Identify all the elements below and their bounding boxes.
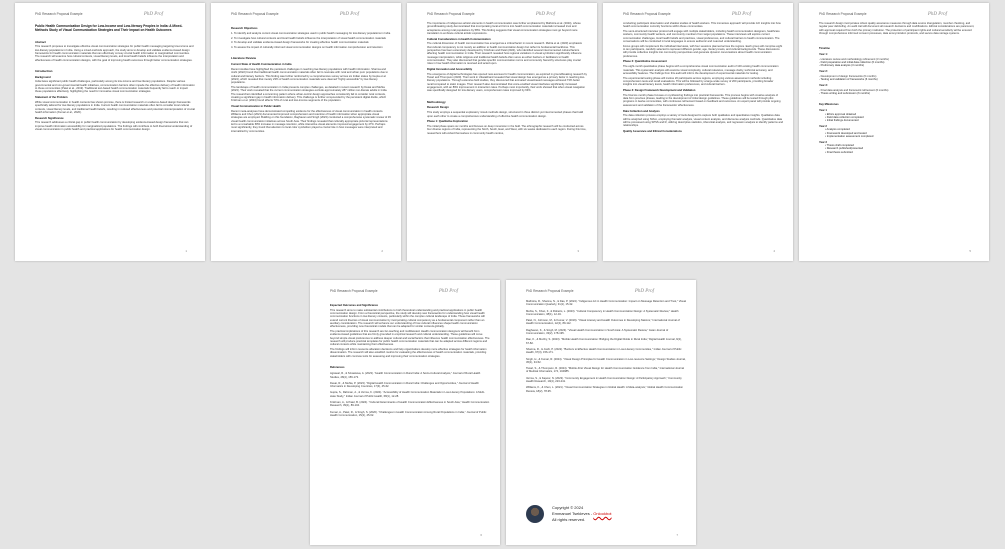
page-header-label: PhD Research Proposal Example [231,12,279,17]
background-text: India faces significant public health challenges, particularly among its low-income and low-literacy populations. Despite various governmental and non-governmental health initiatives, communication barriers often impede the effective delivery of health information to these communities (Patel et al., 2019). Traditional text-based health communication materials frequently fail to reach or impact these populations effectively, highlighting the need for innovative visual communication strategies. [35,80,195,94]
expected-outcomes-text: This research aims to make substantial contributions to both theoretical understanding and practical applications in public health communication design. From a theoretical perspective, the study will develop new frameworks for understanding how visual health communication functions in low-literacy contexts, particularly within the complex cultural landscape of India. These frameworks will extend current theories of visual communication by incorporating cultural competency as a fundamental component rather than an auxiliary consideration. The research will enhance our understanding of how cultural influences shape health communication effectiveness, providing new theoretical models that can be adapted for similar contexts globally. [330,308,485,329]
phdprof-logo: PhD Prof [634,289,654,295]
reference-item: Verma, S., & Kapoor, N. (2023). "Community Engagement in Health Communication Design: A Participatory Approach," Community Health Research, 19(4), 223-241. [526,376,682,384]
milestone-item: • Analysis completed [825,128,850,132]
reference-item: Raghavan, K., & Singh, M. (2023). "Visual Health Communication in South Asia: A Systematic Review," Asian Journal of Communication, 33(2), 178-195. [526,328,669,336]
objective-item: 1. To identify and analyze current visual communication strategies used in public health messaging for low-literacy populations in India [231,31,391,35]
page-4 [603,3,793,261]
phase-1-heading: Phase 1: Qualitative Exploration [427,120,469,124]
expected-outcomes-text: The practical implications of this research are far-reaching and multifaceted. Health communication designers will benefit from evidence-based guidelines that are firmly grounded in empirical research and cultural understanding. These guidelines will move beyond simple visual preferences to address deeper cultural and social factors that influence health communication effectiveness. The research will produce practical templates for public health communication materials that can be adapted across different regions and cultural contexts while maintaining their effectiveness. [330,330,490,347]
page-number: 3 [577,248,579,253]
milestone-year-heading: Year 2 [819,124,827,128]
paragraph: The importance of indigenous artistic elements in health communication was further emphasized by Malhotra et al. (2024), whose groundbreaking study demonstrated that incorporating local art forms into health communication materials increased trust and acceptance among rural populations by 58%. This finding suggests that visual communication strategies must go beyond mere translation to embrace cultural artistic expressions. [427,22,581,35]
page-3 [407,3,597,261]
copyright-text: Copyright © 2024 [552,505,584,510]
reference-item: Sharma, R., & Joshi, P. (2022). "Barriers to Effective Health Communication in Low-Literacy Communities," Indian Journal of Public Health, 67(3), 156-171. [526,347,682,355]
phase-2-text: The experimental testing phase will involve 20 participants across regions, employing various assessment methods including comprehension tests and recall evaluations. This will be followed by a large-scale survey of 200 participants, providing broader insights into visual literacy levels, health information preferences, and cultural barriers. [623,76,774,87]
year-3-heading: Year 3: [819,84,828,88]
timeline-item: - Literature review and methodology refinement (3 months) [819,57,889,61]
milestone-year-heading: Year 1 [819,109,827,113]
paragraph: Focus groups will complement the individual interviews, with four sessions planned across the regions. Each group will comprise eight to ten participants, carefully selected to represent different gender, age, literacy levels, and cultural backgrounds. These discussions will provide collective insights into community perspectives and generate dynamic conversations about health communication preferences. [623,44,783,58]
abstract-heading: Abstract [35,40,46,44]
reference-item: Desai, R., & Mehta, P. (2023). "Digital Health Communication in Rural India: Challenges and Opportunities," Journal of Health Informatics in Developing Countries, 17(3), 45-62. [330,381,479,389]
data-collection-heading: Data Collection and Analysis [623,109,660,113]
problem-heading: Statement of the Problem [35,96,68,100]
key-milestones-heading: Key Milestones [819,103,839,107]
page-2 [211,3,401,261]
phase-2-text: The eight-month quantitative phase begins with a comprehensive visual communication audit of 100 existing health communication materials. This systematic analysis will examine visual complexity, cultural relevance, message clarity, technical accuracy, and accessibility features. The findings from this audit will inform the development of experimental materials for testing. [623,65,779,75]
phase-1-text: The initial phase spans six months and focuses on deep immersion in the field. The ethnographic research will be conducted across four diverse regions of India, representing the North, South, East, and West, with six weeks dedicated to each region. During this time, researchers will embed themselves in community health centres, [427,125,587,135]
significance-text: This research addresses a critical gap in public health communication by developing evidence-based design frameworks that can improve health information accessibility for marginalized populations. The findings will contribute to both theoretical understanding of visual communication in public health and practical applications for health communication design. [35,121,193,132]
page-6 [310,280,500,545]
reference-item: Mehta, S., Khan, F., & Roberts, L. (2023). "Cultural Competency in Health Communication Design: A Systematic Review," Health Communication, 38(1), 12-34. [526,309,679,316]
reference-item: Williams, K., & Chen, L. (2021). "Visual Communication Strategies in Global Health: A Meta-analysis," Global Health Communication Review, 18(2), 78-95. [526,386,684,393]
page-number: 1 [185,248,187,253]
expected-outcomes-heading: Expected Outcomes and Significance [330,304,378,307]
phdprof-logo: PhD Prof [535,12,555,18]
expected-outcomes-text: The findings will inform resource allocation decisions and help organizations develop more effective strategies for health information dissemination. The research will also establish metrics for evaluating the effectiveness of health communication materials, providing stakeholders with concrete tools for assessing and improving their communication strategies. [330,348,487,358]
timeline-item: - Field preparation and initial data collection (6 months) [819,61,885,65]
methodology-heading: Methodology [427,99,446,104]
milestone-item: • Final thesis submitted [825,150,853,154]
cultural-considerations-text: The cultural dimension of health communication has emerged as a critical factor in recent research. Mehta et al. (2023) emphasize that cultural competency is not merely an addition to health communication design but rather its fundamental backbone. This perspective has been extensively developed by Krishnan and Patel (2024), who identified several interconnected cultural factors affecting health communication in India. Their research revealed how regional variations in visual symbolism significantly influence message interpretation, while religious and traditional health beliefs often serve as either barriers or facilitators to health communication. They also discovered that gender-specific communication norms and community hierarchy structures play crucial roles in how health information is received and acted upon. [427,42,583,66]
literature-review-heading: Literature Review [231,56,257,61]
reference-item: Patel, N., Johnson, M., & Kumar, V. (2019). "Visual Literacy and Health Outcomes in Developing Nations," International Journal of Health Communication, 12(4), 89-112. [526,319,680,326]
page-header-label: PhD Research Proposal Example [330,289,378,294]
milestone-item: • Research published/presented [825,147,864,151]
objective-item: 3. To develop and validate evidence-based design frameworks for creating effective health communication materials [231,41,369,45]
research-design-text: This study employs a sequential exploratory mixed-methods design, structured in three distinct yet interconnected phases that build upon each other to create a comprehensive understanding of effective health communication design. [427,111,584,118]
current-state-heading: Current State of Health Communication in India [231,63,292,67]
significance-heading: Research Significance [35,116,64,120]
paragraph: The semi-structured interview protocol will engage with multiple stakeholders, including health communication designers, healthcare workers, community health workers, and community members from target populations. These interviews will explore current communication challenges, local health beliefs and practices, visual preferences, and cultural barriers to health communication. The conversations will be conducted in local languages to ensure authentic and nuanced understanding. [623,30,780,43]
reference-item: Singh, H., & Kumar, R. (2024). "Visual Design Principles for Health Communication in Low-resource Settings," Design Studies Journal, 45(1), 34-52. [526,357,686,364]
visual-communication-heading: Visual Communication in Public Health [231,105,281,109]
page-header-label: PhD Research Proposal Example [35,12,83,17]
timeline-item: - Thesis writing and submission (6 months) [819,92,871,96]
digital-innovation-heading: Digital Innovation and Accessibility [427,68,473,72]
page-5 [799,3,989,261]
digital-innovation-text: The emergence of digital technologies has opened new avenues for health communication, as explored in groundbreaking research by Tiwari and Thompson (2020). Their work in Uttarakhand revealed that visual design has emerged as a primary factor in reaching low-literacy populations. Through extensive field studies, they discovered that animated visual-based messages achieved 73% better recall compared to static images. Their research also demonstrated that voice-enabled visual interfaces significantly increased engagement, with an 89% improvement in interaction rates. Perhaps most importantly, their work showed that when visual navigation was specifically designed for low-literacy users, comprehension rates improved by 63%. [427,72,588,93]
abstract-text: This research proposes to investigate effective visual communication strategies for public health messaging targeting low-income and low-literacy populations in India. Using a mixed-methods approach, the study aims to develop and validate evidence-based design frameworks for health communication materials that can effectively convey crucial health information to marginalized communities. The research will examine how cultural contexts, visual literacy levels, and local health beliefs influence the interpretation and effectiveness of health communication designs, with the goal of improving health outcomes through better communication strategies. [35,45,194,62]
reference-item: Kumar, A., Patel, R., & Singh, S. (2020). "Challenges in Health Communication Among Rural Populations in India," Journal of Public Health Communication, 15(2), 45-62. [330,410,487,417]
page-7 [506,280,696,545]
author-name: Emmanuel Tsekleves - Onlookbot [552,511,612,516]
paragraph: The research design incorporates robust quality assurance measures through data source triangulation, member checking, and regular peer debriefing. An audit trail will document all research decisions and modifications. Ethical considerations are paramount, with approval required from both the primary institution. The protection of participant rights and cultural sensitivity will be ensured through comprehensive informed consent processes, data anonymization protocols, and secure data storage systems. [819,22,975,35]
milestone-item: • Implementation assessment completed [825,134,874,138]
timeline-item: - Preliminary data analysis (3 months) [819,64,865,68]
reference-item: Tiwari, S., & Thompson, R. (2024). "Mobile-First Visual Design for Health Communication: Evidence from India," International Journal of Medical Informatics, 174, 104985. [526,367,684,374]
page-number: 2 [381,248,383,253]
milestone-year-heading: Year 3 [819,140,827,144]
reference-item: Krishnan, A., & Patel, B. (2024). "Cultural Determinants of Health Communication Effectiveness in South Asia," Health Communication Research, 39(1), 89-104. [330,401,490,408]
phdprof-logo: PhD Prof [927,12,947,18]
page-header-label: PhD Research Proposal Example [526,289,574,294]
current-state-text-2: The landscape of health communication in India presents complex challenges, as detailed in recent research by Desai and Mehta (2023). Their work revealed that the current communication strategies exclude approximately 287 million non-literate adults in India. The researchers identified a concerning pattern where urban-centric design approaches consistently fail to consider rural contexts, creating a significant gap in health information delivery. This challenge is further compounded by the persistent digital divide, which Krishnan et al. (2024) found affects 73% of rural and low-income segments of the population. [231,86,388,103]
references-heading: References [330,365,345,369]
paper-title: Public Health Communication Design for Low-Income and Low-literacy Peoples in India: A Mixed-Methods Study of Visual Communication Strategies and Their Impact on Health Outcomes [35,24,183,32]
phdprof-logo: PhD Prof [731,12,751,18]
page-header-label: PhD Research Proposal Example [623,12,671,17]
page-number: 5 [969,248,971,253]
reference-item: Agrawal, R., & Srivastava, A. (2023). "Health Communication in Rural India: A Socio-Cultural Analysis," Journal of Rural Health Studies, 28(4), 156-173. [330,372,481,379]
phdprof-logo: PhD Prof [143,12,163,18]
phase-3-text: The final six-month phase focuses on synthesizing findings into practical frameworks. This process begins with creative analysis of data from previous phases, leading to the development of initial design guidelines. These guidelines will be tested through pilot programs in twelve communities, with continuous refinement based on feedback and outcomes. An expert panel will provide ongoing assessment and validation of the frameworks' effectiveness. [623,93,781,107]
milestone-item: • Initial findings documented [825,119,859,123]
milestone-item: • Field data collection completed [825,115,864,119]
visual-communication-text: Recent meta-analyses have demonstrated compelling evidence for the effectiveness of visual communication in health contexts. Williams and Chen (2021) documented improved comprehension and retention of health information when appropriate visual strategies are employed. Building on this foundation, Raghavan and Singh (2023) conducted a comprehensive systematic review of 45 visual health communication initiatives across South Asia. Their findings revealed that culturally appropriate pictorial representations led to a remarkable 68% increase in message retention, while interactive visual elements improved engagement by 47%. Perhaps most significantly, they found that attention to local color symbolism played a crucial role in how messages were interpreted and internalized by communities. [231,109,391,133]
rights-text: All rights reserved. [552,517,586,522]
milestone-item: • Thesis draft completed [825,143,854,147]
phdprof-logo: PhD Prof [339,12,359,18]
objectives-heading: Research Objectives [231,27,258,30]
introduction-heading: Introduction [35,68,53,73]
paragraph: conducting participant observation and shadow studies of health workers. This immersive approach will provide rich insights into how health communication currently functions within these communities. [623,22,781,29]
timeline-heading: Timeline [819,47,830,51]
year-2-heading: Year 2: [819,70,828,74]
page-1 [15,3,205,261]
objective-item: 4. To assess the impact of culturally-informed visual communication designs on health information comprehension and retention [231,46,383,50]
page-header-label: PhD Research Proposal Example [819,12,867,17]
milestone-item: • Framework developed and tested [825,131,867,135]
cultural-considerations-heading: Cultural Considerations in Health Communication [427,37,491,41]
problem-text: While visual communication in health contexts has shown promise, there is limited research on evidence-based design frameworks specifically tailored for low-literacy populations in India. Current health communication materials often fail to consider local cultural contexts, visual literacy levels, and traditional health beliefs, resulting in reduced effectiveness and potential misinterpretation of crucial health information (Kumar et al., 2020). [35,100,195,114]
quality-assurance-heading: Quality Assurance and Ethical Considerations [623,130,682,134]
research-design-heading: Research Design [427,106,449,110]
page-number: 6 [480,532,482,537]
current-state-text-1: Recent studies have highlighted the persistent challenges in reaching low-literacy populations with health information. Sharma and Joshi (2022) found that traditional health communication materials often fail to resonate with rural and urban poor populations due to cultural and literacy barriers. This finding was further reinforced by a comprehensive survey across six Indian states by Gupta et al. (2024), which revealed that merely 23% of health communication materials were deemed "highly accessible" by low-literacy populations. [231,68,388,85]
objective-item: 2. To investigate how cultural contexts and local health beliefs influence the interpretation of visual health communication materials [231,36,386,40]
reference-item: Malhotra, R., Sharma, N., & Das, P. (2024). "Indigenous Art in Health Communication: Impact on Message Retention and Trust," Visual Communication Quarterly, 31(1), 15-32. [526,300,686,307]
timeline-item: - Final data analysis and framework refinement (6 months) [819,88,889,92]
year-1-heading: Year 1: [819,52,828,56]
page-number: 4 [773,248,775,253]
page-number: 7 [676,532,678,537]
timeline-item: - Development of design frameworks (6 months) [819,74,877,78]
data-collection-text: The data collection process employs a variety of tools designed to capture both qualitative and quantitative insights. Qualitative data will be analyzed using NVivo, employing thematic analysis, visual content analysis, and discourse analysis methods. Quantitative data will be processed using SPSS and R, utilizing descriptive statistics, inferential analysis, and regression analysis to identify patterns and relationships. [623,114,783,128]
background-heading: Background [35,75,51,79]
page-header-label: PhD Research Proposal Example [427,12,475,17]
milestone-item: • Ethics approval obtained [825,112,857,116]
phdprof-logo: PhD Prof [438,289,458,295]
reference-item: Gupta, S., Rahman, A., & Verma, K. (2024). "Accessibility of Health Communication Materials in Low-Literacy Populations: A Multi-state Study," Indian Journal of Public Health, 68(1), 12-28. [330,391,485,398]
copyright-block [526,505,612,523]
reference-item: Rao, K., & Murthy, S. (2023). "Mobile Health Communication: Bridging the Digital Divide in Rural India," Digital Health Journal, 9(2), 67-82. [526,338,682,345]
author-avatar [526,505,544,523]
phase-2-heading: Phase 2: Quantitative Assessment [623,60,667,64]
timeline-item: - Testing and validation of frameworks (6 months) [819,78,878,82]
phase-3-heading: Phase 3: Design Framework Development and Validation [623,89,696,93]
